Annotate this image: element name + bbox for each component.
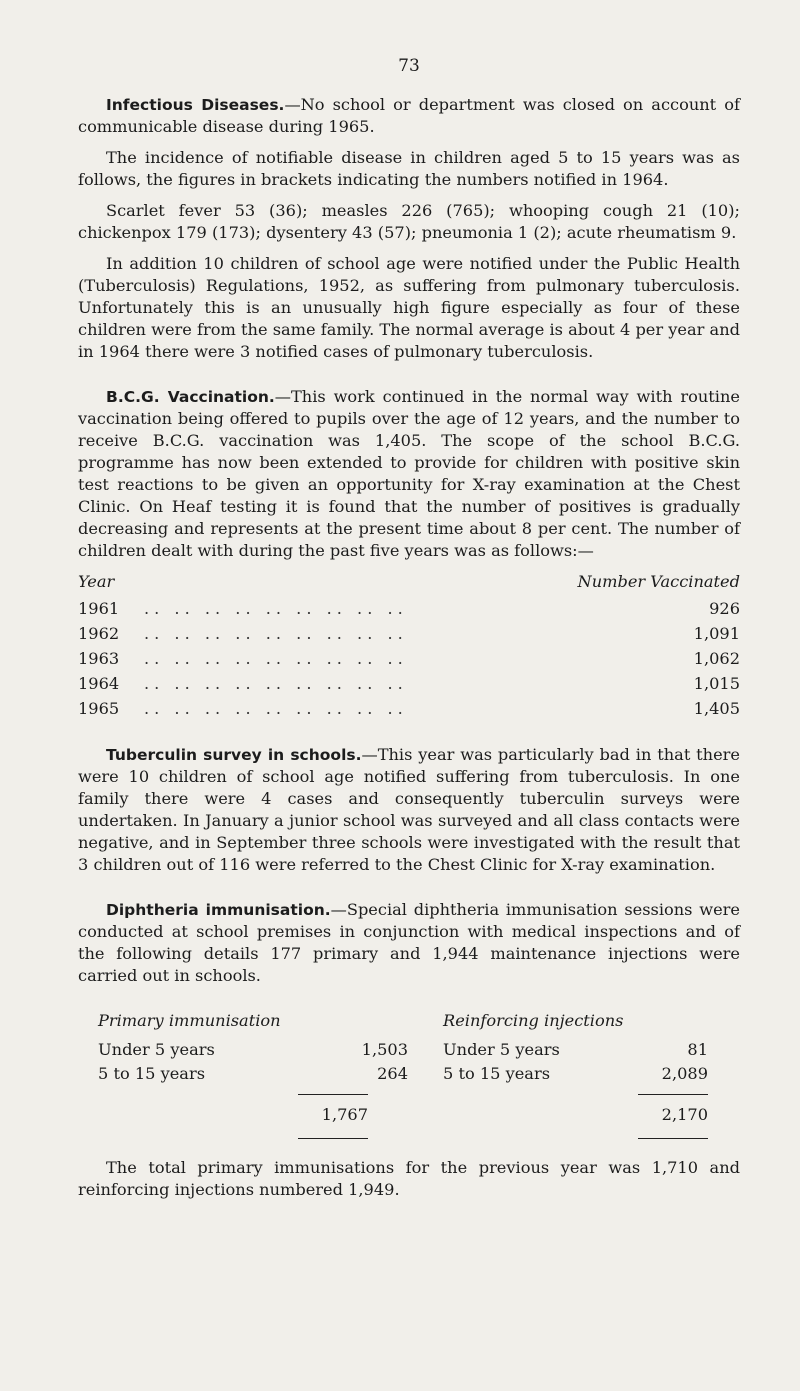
immunisation-table — [98, 1011, 740, 1139]
leader-dots: .. .. .. .. .. .. .. .. .. — [144, 699, 408, 718]
bcg-paragraph — [78, 386, 740, 562]
vaccination-table-header — [78, 572, 740, 591]
col-year: Year — [78, 572, 115, 591]
page-number: 73 — [398, 56, 420, 76]
tuberculin-text: —This year was particularly bad in that there were 10 children of school age notified suffering from tuberculosis. In one family there were 4 cases and consequently tuberculin surveys were undertaken. In January a junior school was surveyed and all class contacts were negative, and in September three schools were investigated with the result that 3 children out of 116 were referred to the Chest Clinic for X-ray examination. — [78, 745, 741, 874]
table-row — [78, 624, 740, 649]
diphtheria-text: —Special diphtheria immunisation sessions were conducted at school premises in conjunction with medical inspections and of the following details 177 primary and 1,944 maintenance injections were carried out in schools. — [78, 900, 740, 985]
row-number: 1,091 — [693, 624, 740, 643]
row-label: 5 to 15 years — [443, 1064, 551, 1083]
leader-dots: .. .. .. .. .. .. .. .. .. — [144, 624, 408, 643]
row-number: 1,015 — [693, 674, 740, 693]
infectious-paragraph-2: The incidence of notifiable disease in children aged 5 to 15 years was as follows, the figures in brackets indicating the numbers notified in 1964. — [78, 148, 740, 189]
table-row — [443, 1040, 708, 1064]
row-year: 1965 — [78, 699, 120, 718]
row-number: 926 — [709, 599, 740, 618]
tuberculin-paragraph — [78, 744, 740, 876]
table-row — [78, 599, 740, 624]
row-number: 1,062 — [693, 649, 740, 668]
primary-title: Primary immunisation — [98, 1011, 281, 1030]
infectious-paragraph-1 — [78, 94, 740, 138]
bcg-heading: B.C.G. Vaccination. — [106, 388, 275, 406]
diphtheria-paragraph — [78, 899, 740, 987]
col-number-vaccinated: Number Vaccinated — [577, 572, 740, 591]
infectious-paragraph-4: In addition 10 children of school age were notified under the Public Health (Tuberculosis) Regulations, 1952, as suffering from pulmonary tuberculosis. Unfortunately this is an unusually high figure especially as four of these children were from the same family. The normal average is about 4 per year and in 1964 there were 3 notified cases of pulmonary tuberculosis. — [78, 254, 740, 361]
diphtheria-heading: Diphtheria immunisation. — [106, 901, 331, 919]
table-row — [98, 1040, 408, 1064]
row-value: 2,089 — [661, 1064, 708, 1083]
leader-dots: .. .. .. .. .. .. .. .. .. — [144, 674, 408, 693]
reinforcing-total — [443, 1094, 708, 1139]
row-year: 1964 — [78, 674, 120, 693]
tuberculin-heading: Tuberculin survey in schools. — [106, 746, 362, 764]
document-page — [78, 56, 740, 1210]
bcg-text: —This work continued in the normal way with routine vaccination being offered to pupils over the age of 12 years, and the number to receive B.C.G. vaccination was 1,405. The scope of the school B.C.G. programme has now been extended to provide for children with positive skin test reactions to be given an opportunity for X-ray examination at the Chest Clinic. On Heaf testing it is found that the number of positives is gradually decreasing and represents at the present time about 8 per cent. The number of children dealt with during the past five years was as follows:— — [78, 387, 740, 560]
row-value: 81 — [687, 1040, 708, 1059]
table-row — [98, 1064, 408, 1088]
row-number: 1,405 — [693, 699, 740, 718]
primary-total — [98, 1094, 408, 1139]
infectious-paragraph-3: Scarlet fever 53 (36); measles 226 (765); whooping cough 21 (10); chickenpox 179 (173); dysentery 43 (57); pneumonia 1 (2); acute rheumatism 9. — [78, 201, 740, 242]
primary-immunisation-column — [98, 1011, 408, 1139]
vaccination-table — [78, 572, 740, 724]
table-row — [78, 649, 740, 674]
closing-paragraph: The total primary immunisations for the previous year was 1,710 and reinforcing injections numbered 1,949. — [78, 1158, 740, 1199]
row-year: 1961 — [78, 599, 120, 618]
infectious-text-1: —No school or department was closed on account of communicable disease during 1965. — [78, 95, 740, 136]
reinforcing-injections-column — [443, 1011, 708, 1139]
infectious-heading: Infectious Diseases. — [106, 96, 285, 114]
row-label: Under 5 years — [443, 1040, 560, 1059]
reinforcing-total-value: 2,170 — [638, 1094, 708, 1139]
row-year: 1962 — [78, 624, 120, 643]
table-row — [78, 699, 740, 724]
leader-dots: .. .. .. .. .. .. .. .. .. — [144, 649, 408, 668]
row-year: 1963 — [78, 649, 120, 668]
reinforcing-title: Reinforcing injections — [443, 1011, 624, 1030]
table-row — [78, 674, 740, 699]
row-label: Under 5 years — [98, 1040, 215, 1059]
primary-total-value: 1,767 — [298, 1094, 368, 1139]
leader-dots: .. .. .. .. .. .. .. .. .. — [144, 599, 408, 618]
row-value: 1,503 — [361, 1040, 408, 1059]
row-value: 264 — [377, 1064, 408, 1083]
table-row — [443, 1064, 708, 1088]
row-label: 5 to 15 years — [98, 1064, 206, 1083]
